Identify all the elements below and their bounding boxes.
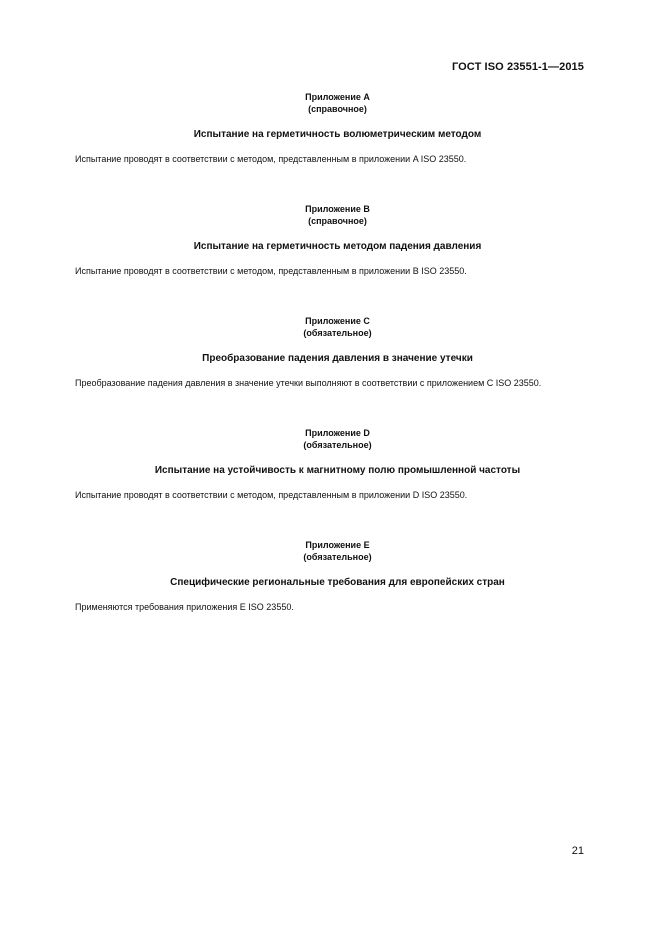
annex-label: Приложение С: [305, 316, 370, 326]
annex-status: (обязательное): [303, 440, 372, 450]
annex-label: Приложение D: [305, 428, 370, 438]
annex-label: Приложение А: [305, 92, 370, 102]
annex-title: Испытание на герметичность волюметрическим методом: [193, 129, 482, 140]
annex-body-text: Испытание проводят в соответствии с методом, представленным в приложении В ISO 23550.: [75, 266, 467, 276]
annex-c-section: [0, 315, 661, 389]
annex-label: Приложение В: [305, 204, 370, 214]
annex-body-text: Применяются требования приложения Е ISO 23550.: [75, 602, 294, 612]
annex-body-text: Преобразование падения давления в значение утечки выполняют в соответствии с приложением С ISO 23550.: [75, 378, 542, 388]
annex-title: Специфические региональные требования для европейских стран: [170, 577, 505, 588]
annex-b-section: [0, 203, 661, 277]
document-standard-header: ГОСТ ISO 23551-1—2015: [451, 61, 584, 73]
annex-body-text: Испытание проводят в соответствии с методом, представленным в приложении D ISO 23550.: [75, 490, 468, 500]
annex-status: (справочное): [308, 104, 367, 114]
annex-status: (обязательное): [303, 328, 372, 338]
annex-d-section: [0, 427, 661, 501]
annex-title: Преобразование падения давления в значение утечки: [202, 353, 473, 364]
annex-body-text: Испытание проводят в соответствии с методом, представленным в приложении A ISO 23550.: [75, 154, 467, 164]
annex-title: Испытание на герметичность методом падения давления: [193, 241, 482, 252]
annex-status: (справочное): [308, 216, 367, 226]
annex-e-section: [0, 539, 661, 613]
annex-a-section: [0, 91, 661, 165]
annex-status: (обязательное): [303, 552, 372, 562]
annex-label: Приложение Е: [305, 540, 370, 550]
annex-title: Испытание на устойчивость к магнитному полю промышленной частоты: [154, 465, 521, 476]
page-number: 21: [571, 845, 584, 857]
